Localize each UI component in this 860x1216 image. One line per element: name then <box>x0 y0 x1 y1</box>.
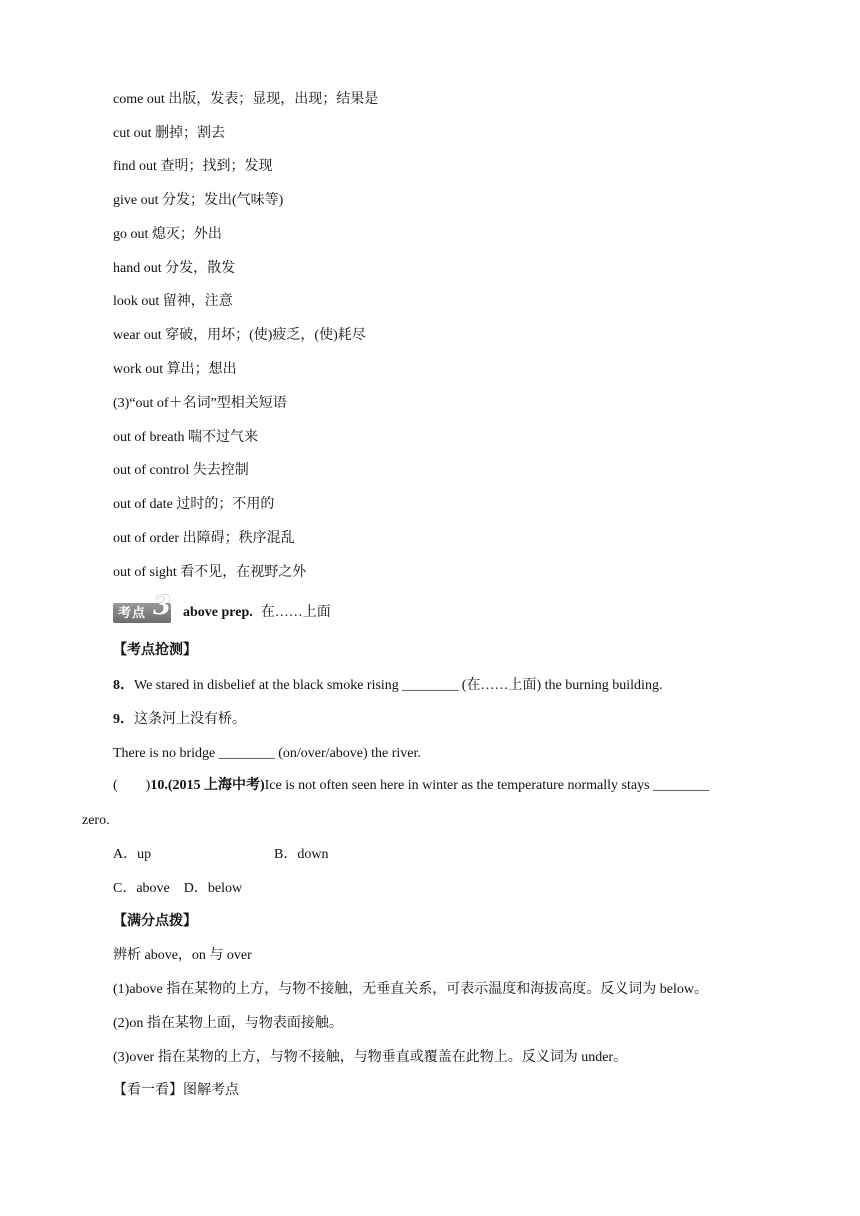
question-10 <box>113 777 709 795</box>
tips-heading: 【满分点拨】 <box>113 914 197 929</box>
phrase-wear-out: wear out 穿破，用坏；(使)疲乏，(使)耗尽 <box>113 328 366 343</box>
phrase-out-of-date: out of date 过时的；不用的 <box>113 497 275 512</box>
question-10-text: Ice is not often seen here in winter as the temperature normally stays ________ <box>264 778 710 793</box>
option-a: A．up <box>113 847 152 862</box>
phrase-out-of-control: out of control 失去控制 <box>113 463 249 478</box>
tip-above: (1)above 指在某物的上方，与物不接触，无垂直关系，可表示温度和海拔高度。反义词为 below。 <box>113 982 708 997</box>
kaodian-badge <box>113 591 171 623</box>
phrase-come-out: come out 出版，发表；显现，出现；结果是 <box>113 92 379 107</box>
phrase-give-out: give out 分发；发出(气味等) <box>113 193 284 208</box>
phrase-go-out: go out 熄灭；外出 <box>113 227 222 242</box>
kaodian-badge-number: 3 <box>152 591 171 621</box>
question-10-number: 10. <box>150 778 168 793</box>
phrase-out-of-order: out of order 出障碍；秩序混乱 <box>113 531 295 546</box>
kaodian-heading <box>113 591 331 626</box>
option-d: D．below <box>183 881 243 896</box>
question-10-continuation: zero. <box>82 813 110 828</box>
question-8-number: 8． <box>113 678 134 693</box>
question-9-chinese: 这条河上没有桥。 <box>134 712 246 727</box>
section-title-out-of: (3)“out of＋名词”型相关短语 <box>113 396 287 411</box>
question-10-answer-bracket: ( ) <box>113 778 151 793</box>
tip-over: (3)over 指在某物的上方，与物不接触，与物垂直或覆盖在此物上。反义词为 under。 <box>113 1050 628 1065</box>
question-9-number: 9． <box>113 712 134 727</box>
look-heading: 【看一看】图解考点 <box>113 1083 239 1098</box>
phrase-cut-out: cut out 删掉；割去 <box>113 126 225 141</box>
phrase-out-of-breath: out of breath 喘不过气来 <box>113 430 259 445</box>
question-8 <box>113 677 662 695</box>
kaodian-badge-text: 考点 <box>118 606 147 621</box>
tip-intro: 辨析 above，on 与 over <box>113 948 252 963</box>
kaodian-meaning: 在……上面 <box>260 605 331 620</box>
question-9-english: There is no bridge ________ (on/over/above) the river. <box>113 746 421 761</box>
question-8-text: We stared in disbelief at the black smoke rising ________ (在……上面) the burning building. <box>134 678 663 693</box>
phrase-look-out: look out 留神，注意 <box>113 294 233 309</box>
phrase-out-of-sight: out of sight 看不见，在视野之外 <box>113 565 307 580</box>
question-10-options-row-2 <box>113 880 242 898</box>
question-10-source: (2015 上海中考) <box>167 778 265 793</box>
tip-on: (2)on 指在某物上面，与物表面接触。 <box>113 1016 343 1031</box>
phrase-work-out: work out 算出；想出 <box>113 362 237 377</box>
question-9 <box>113 711 246 729</box>
practice-heading: 【考点抢测】 <box>113 643 197 658</box>
phrase-hand-out: hand out 分发，散发 <box>113 261 236 276</box>
question-10-options-row-1 <box>113 846 328 864</box>
kaodian-headword: above prep. <box>183 605 253 620</box>
option-b: B．down <box>274 847 329 862</box>
phrase-find-out: find out 查明；找到；发现 <box>113 159 273 174</box>
option-c: C．above <box>113 881 170 896</box>
